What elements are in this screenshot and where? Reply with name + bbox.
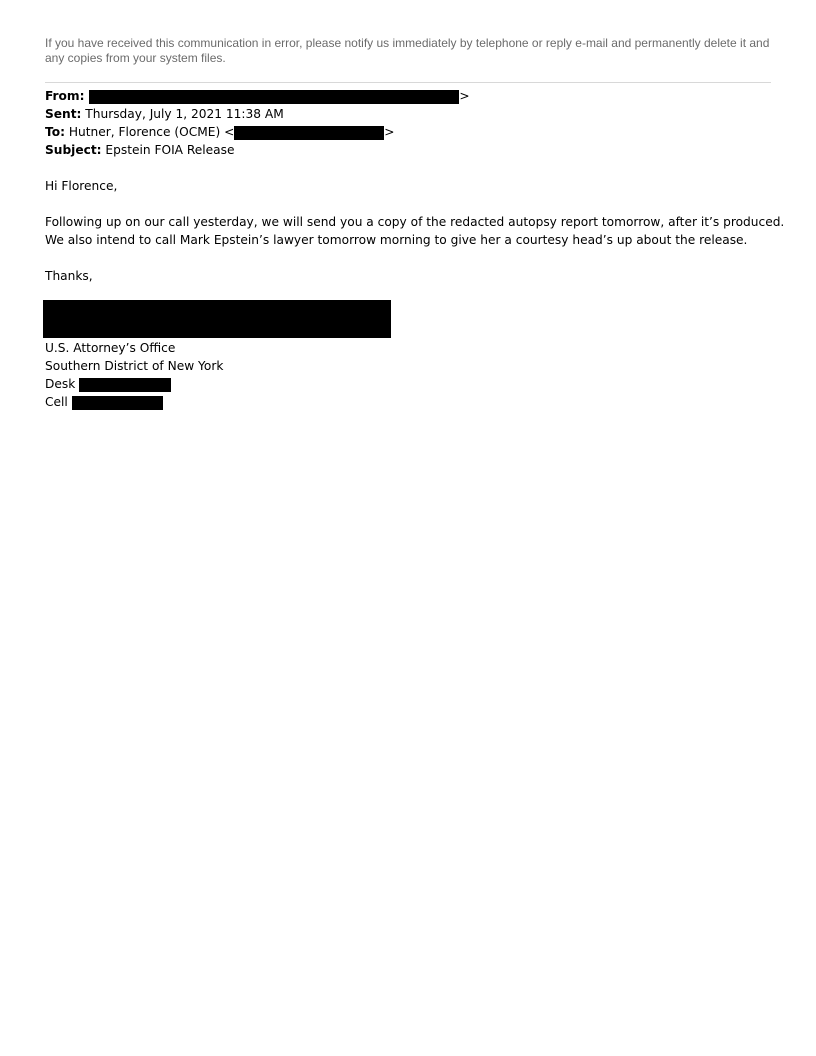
cell-label: Cell [45,395,68,409]
desk-label: Desk [45,377,76,391]
subject-line [45,141,235,159]
subject-label: Subject: [45,143,102,157]
to-value: Hutner, Florence (OCME) < [68,125,235,139]
body-line-2: We also intend to call Mark Epstein’s lawyer tomorrow morning to give her a courtesy head’s up about the release. [45,233,748,247]
from-redaction [89,90,459,104]
to-email-redaction [234,126,384,140]
signature-name-redaction [43,300,391,338]
sent-label: Sent: [45,107,82,121]
signature-org: U.S. Attorney’s Office [45,341,176,355]
from-label: From: [45,89,85,103]
subject-value: Epstein FOIA Release [105,143,235,157]
greeting: Hi Florence, [45,179,118,193]
divider [45,82,771,83]
signature-cell-line [45,393,163,411]
signature-district: Southern District of New York [45,359,224,373]
to-label: To: [45,125,65,139]
body-line-1: Following up on our call yesterday, we will send you a copy of the redacted autopsy report tomorrow, after it’s produced. [45,215,785,229]
from-suffix: > [459,89,470,103]
closing: Thanks, [45,269,93,283]
to-line [45,123,395,141]
sent-value: Thursday, July 1, 2021 11:38 AM [85,107,284,121]
to-suffix: > [384,125,395,139]
signature-desk-line [45,375,171,393]
sent-line [45,105,284,123]
cell-phone-redaction [72,396,163,410]
desk-phone-redaction [79,378,171,392]
from-line [45,87,470,105]
confidentiality-disclaimer: If you have received this communication in error, please notify us immediately by telephone or reply e-mail and permanently delete it and any copies from your system files. [45,36,770,65]
